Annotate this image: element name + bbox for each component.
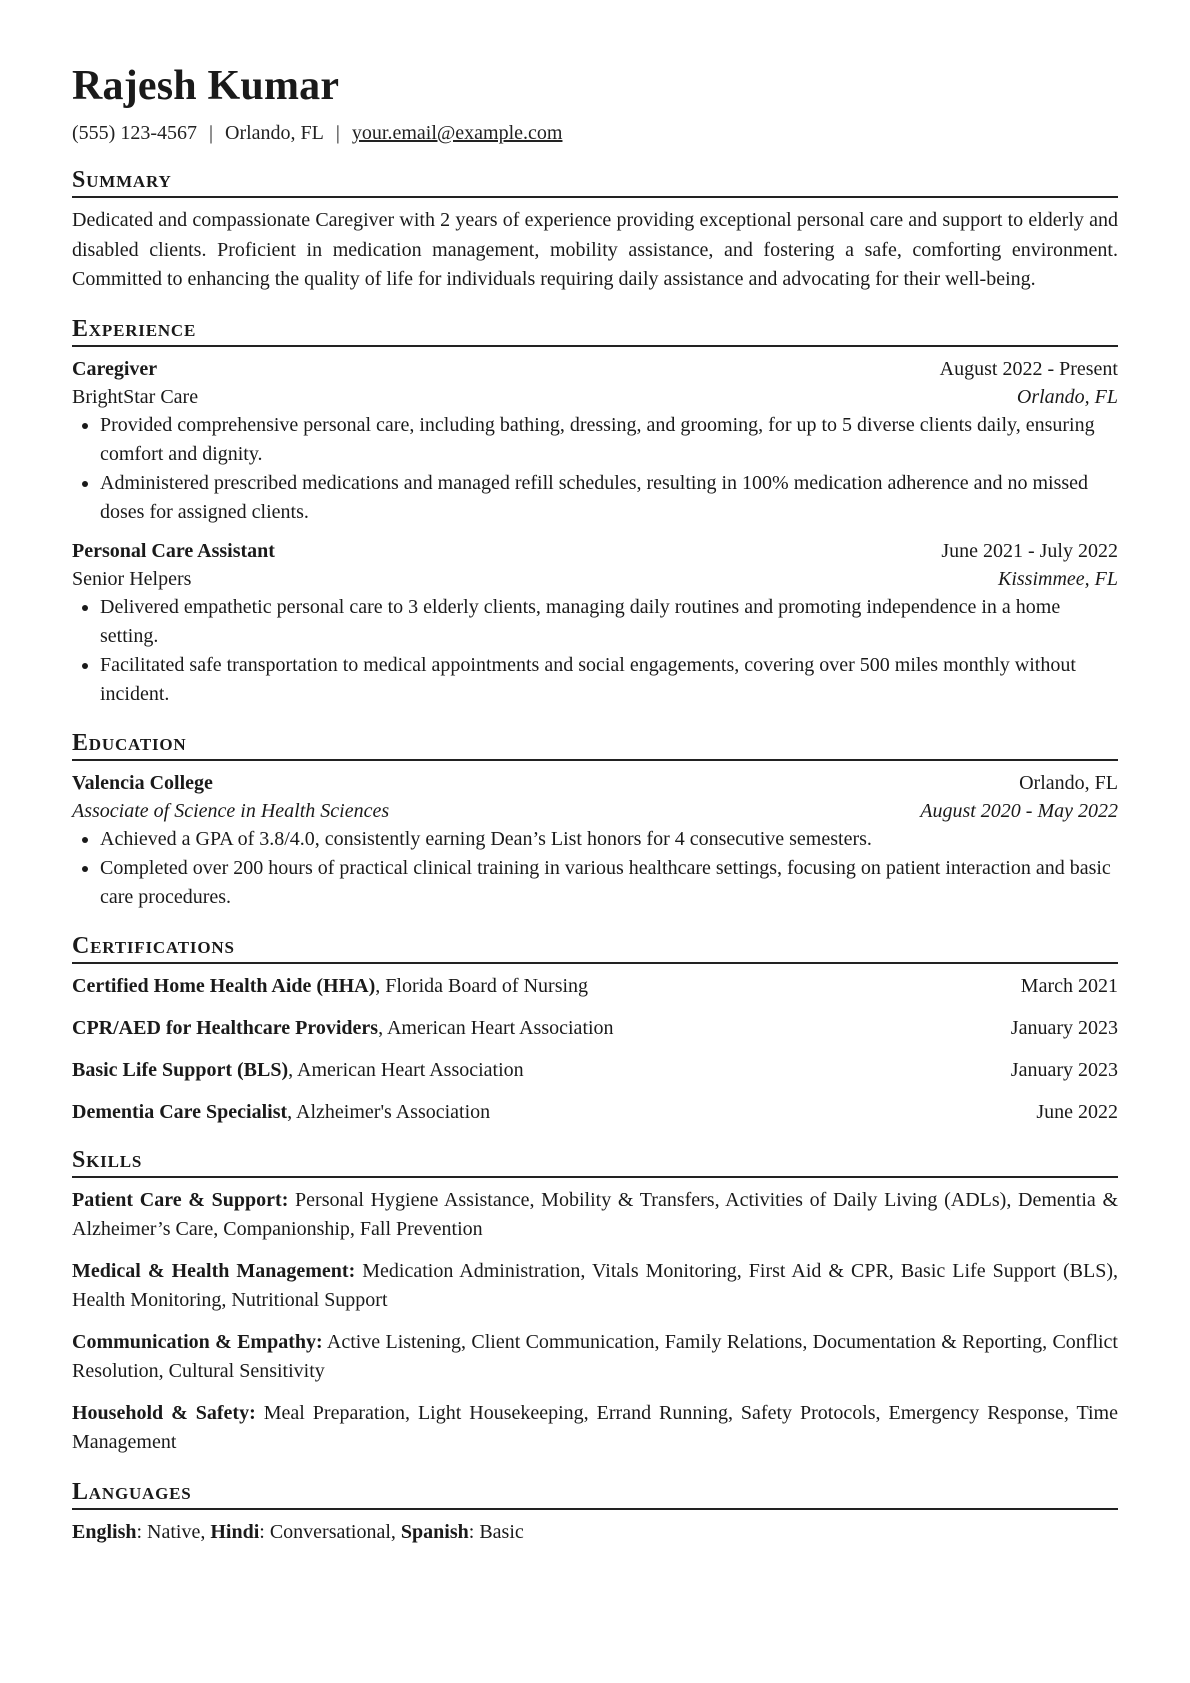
job-company: BrightStar Care [72, 385, 199, 408]
job-bullets [72, 411, 1118, 527]
skills-section [72, 1146, 1118, 1458]
language-level: : Native, [136, 1520, 211, 1543]
summary-section [72, 166, 1118, 295]
experience-entry [72, 355, 1118, 527]
certification-item [72, 1056, 1118, 1084]
section-title-experience: Experience [72, 315, 1118, 347]
candidate-name: Rajesh Kumar [72, 63, 340, 109]
job-dates: August 2022 - Present [939, 357, 1118, 380]
section-title-summary: Summary [72, 166, 1118, 198]
languages-line [72, 1518, 1118, 1546]
school-location: Orlando, FL [1019, 771, 1118, 794]
skill-group-text: Meal Preparation, Light Housekeeping, Errand Running, Safety Protocols, Emergency Response, Time Management [72, 1401, 1118, 1453]
certifications-section [72, 932, 1118, 1126]
certification-date: March 2021 [1020, 974, 1118, 997]
school-row [72, 769, 1118, 797]
certification-item [72, 1098, 1118, 1126]
certification-text [72, 1098, 490, 1126]
language-name: Spanish [400, 1520, 469, 1543]
certification-name: CPR/AED for Healthcare Providers [72, 1016, 379, 1039]
education-dates: August 2020 - May 2022 [920, 799, 1118, 822]
skill-group [72, 1257, 1118, 1316]
list-item: • Administered prescribed medications and managed refill schedules, resulting in 100% medication adherence and no missed doses for assigned clients. [100, 469, 1118, 527]
experience-entry [72, 537, 1118, 709]
certification-date: January 2023 [1010, 1016, 1118, 1039]
skill-group [72, 1328, 1118, 1387]
job-header-row [72, 355, 1118, 383]
contact-line [72, 120, 1118, 146]
skill-group-label: Patient Care & Support: [72, 1188, 289, 1211]
skill-group [72, 1399, 1118, 1458]
job-role: Personal Care Assistant [72, 539, 275, 562]
contact-separator: | [208, 122, 213, 144]
certification-issuer: , American Heart Association [288, 1058, 524, 1081]
section-title-languages: Languages [72, 1478, 1118, 1510]
language-name: English [72, 1520, 137, 1543]
certification-text [72, 1056, 524, 1084]
section-title-education: Education [72, 729, 1118, 761]
degree-name: Associate of Science in Health Sciences [72, 799, 390, 822]
job-company-row [72, 565, 1118, 593]
degree-row [72, 797, 1118, 825]
language-level: : Basic [468, 1520, 524, 1543]
skill-group-label: Communication & Empathy: [72, 1330, 323, 1353]
certification-item [72, 972, 1118, 1000]
skill-group-text: Medication Administration, Vitals Monitoring, First Aid & CPR, Basic Life Support (BLS), Health Monitoring, Nutritional Support [72, 1259, 1118, 1311]
certification-date: January 2023 [1010, 1058, 1118, 1081]
skill-group [72, 1186, 1118, 1245]
job-company-row [72, 383, 1118, 411]
job-bullets [72, 593, 1118, 709]
certification-name: Basic Life Support (BLS) [72, 1058, 289, 1081]
school-name: Valencia College [72, 771, 213, 794]
certification-issuer: , American Heart Association [378, 1016, 614, 1039]
education-section [72, 729, 1118, 912]
certification-issuer: , Florida Board of Nursing [375, 974, 589, 997]
list-item: • Achieved a GPA of 3.8/4.0, consistently earning Dean’s List honors for 4 consecutive semesters. [100, 825, 1118, 854]
job-role: Caregiver [72, 357, 158, 380]
certification-item [72, 1014, 1118, 1042]
job-company: Senior Helpers [72, 567, 192, 590]
education-bullets [72, 825, 1118, 912]
section-title-certifications: Certifications [72, 932, 1118, 964]
job-dates: June 2021 - July 2022 [941, 539, 1118, 562]
email-link[interactable]: your.email@example.com [351, 122, 563, 144]
language-level: : Conversational, [259, 1520, 401, 1543]
list-item: • Completed over 200 hours of practical clinical training in various healthcare settings, focusing on patient interaction and basic care procedures. [100, 854, 1118, 912]
contact-separator: | [335, 122, 340, 144]
certification-name: Dementia Care Specialist [72, 1100, 288, 1123]
certification-name: Certified Home Health Aide (HHA) [72, 974, 376, 997]
location: Orlando, FL [225, 122, 324, 144]
job-location: Orlando, FL [1016, 385, 1118, 408]
certification-text [72, 1014, 614, 1042]
job-header-row [72, 537, 1118, 565]
language-name: Hindi [210, 1520, 260, 1543]
job-location: Kissimmee, FL [998, 567, 1118, 590]
certification-issuer: , Alzheimer's Association [287, 1100, 491, 1123]
skill-group-text: Personal Hygiene Assistance, Mobility & Transfers, Activities of Daily Living (ADLs), Dementia & Alzheimer’s Care, Companionship, Fall Prevention [72, 1188, 1118, 1240]
languages-section [72, 1478, 1118, 1546]
skill-group-label: Medical & Health Management: [72, 1259, 356, 1282]
list-item: • Provided comprehensive personal care, including bathing, dressing, and grooming, for up to 5 diverse clients daily, ensuring comfort and dignity. [100, 411, 1118, 469]
certification-text [72, 972, 588, 1000]
experience-section [72, 315, 1118, 709]
list-item: • Facilitated safe transportation to medical appointments and social engagements, covering over 500 miles monthly without incident. [100, 651, 1118, 709]
certification-date: June 2022 [1036, 1100, 1118, 1123]
phone-number: (555) 123-4567 [72, 122, 197, 144]
skill-group-label: Household & Safety: [72, 1401, 256, 1424]
summary-text: Dedicated and compassionate Caregiver with 2 years of experience providing exceptional personal care and support to elderly and disabled clients. Proficient in medication management, mobility assistance, and fostering a safe, comforting environment. Committed to enhancing the quality of life for individuals requiring daily assistance and advocating for their well-being. [72, 209, 1118, 290]
list-item: • Delivered empathetic personal care to 3 elderly clients, managing daily routines and promoting independence in a home setting. [100, 593, 1118, 651]
skill-group-text: Active Listening, Client Communication, Family Relations, Documentation & Reporting, Conflict Resolution, Cultural Sensitivity [72, 1330, 1118, 1382]
section-title-skills: Skills [72, 1146, 1118, 1178]
